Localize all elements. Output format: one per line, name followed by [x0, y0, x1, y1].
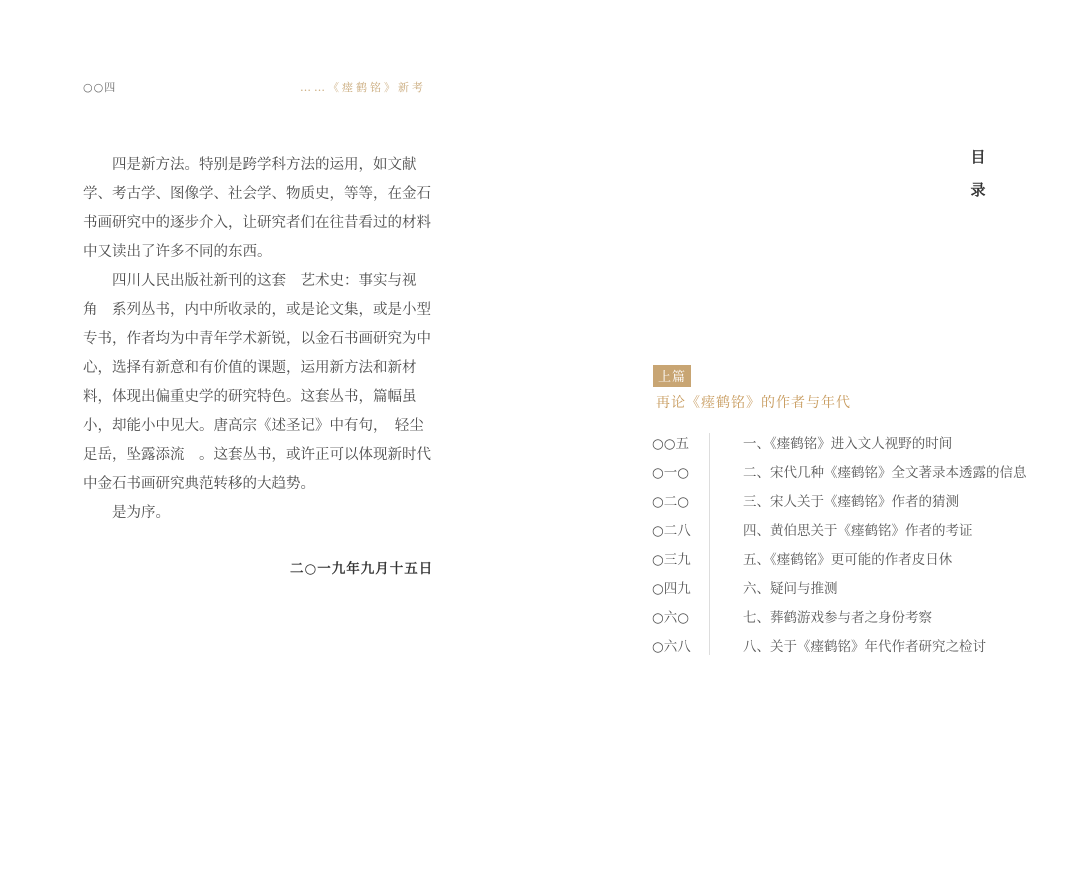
right-page	[540, 0, 1080, 872]
text-line: 学、考古学、图像学、社会学、物质史，等等，在金石	[83, 186, 431, 202]
preface-date: 二○一九年九月十五日	[290, 561, 434, 577]
running-head: ……《瘗鹤铭》新考	[300, 81, 426, 94]
preface-body	[83, 151, 429, 528]
toc-heading-char: 录	[970, 181, 986, 199]
text-line: 小，却能小中见大。唐高宗《述圣记》中有句， 轻尘	[83, 418, 424, 434]
toc-page-number: ○○五	[652, 436, 690, 452]
text-line: 角 系列丛书，内中所收录的，或是论文集，或是小型	[83, 302, 431, 318]
toc-page-number: ○二○	[652, 494, 690, 510]
text-line: 中又读出了许多不同的东西。	[83, 244, 272, 260]
toc-entry-title: 四、黄伯思关于《瘗鹤铭》作者的考证	[743, 523, 973, 539]
text-line: 四是新方法。特别是跨学科方法的运用，如文献	[83, 157, 417, 173]
toc-page-number: ○六○	[652, 610, 690, 626]
text-line: 四川人民出版社新刊的这套 艺术史：事实与视	[83, 273, 417, 289]
toc-page-number: ○三九	[652, 552, 691, 568]
text-line: 书画研究中的逐步介入，让研究者们在往昔看过的材料	[83, 215, 431, 231]
toc-entry-title: 三、宋人关于《瘗鹤铭》作者的猜测	[743, 494, 959, 510]
text-line: 中金石书画研究典范转移的大趋势。	[83, 476, 315, 492]
text-line: 是为序。	[83, 505, 170, 521]
toc-entry-title: 八、关于《瘗鹤铭》年代作者研究之检讨	[743, 639, 986, 655]
toc-page-number: ○六八	[652, 639, 691, 655]
part-title: 再论《瘗鹤铭》的作者与年代	[656, 395, 851, 411]
toc-page-number: ○二八	[652, 523, 691, 539]
toc-entry-title: 五、《瘗鹤铭》更可能的作者皮日休	[743, 552, 953, 568]
text-line: 心，选择有新意和有价值的课题，运用新方法和新材	[83, 360, 417, 376]
text-line: 足岳，坠露添流 。这套丛书，或许正可以体现新时代	[83, 447, 431, 463]
text-line: 专书，作者均为中青年学术新锐，以金石书画研究为中	[83, 331, 431, 347]
toc-entry-title: 一、《瘗鹤铭》进入文人视野的时间	[743, 436, 953, 452]
page-folio: ○○四	[83, 81, 117, 94]
toc-page-number: ○四九	[652, 581, 691, 597]
toc-entry-title: 七、葬鹤游戏参与者之身份考察	[743, 610, 932, 626]
part-label: 上篇	[653, 365, 691, 387]
toc-heading-char: 目	[970, 148, 986, 166]
toc-entry-title: 二、宋代几种《瘗鹤铭》全文著录本透露的信息	[743, 465, 1027, 481]
toc-page-number: ○一○	[652, 465, 690, 481]
toc-heading	[968, 141, 988, 207]
text-line: 料，体现出偏重史学的研究特色。这套丛书，篇幅虽	[83, 389, 417, 405]
toc-divider	[709, 433, 710, 655]
toc-entry-title: 六、疑问与推测	[743, 581, 838, 597]
